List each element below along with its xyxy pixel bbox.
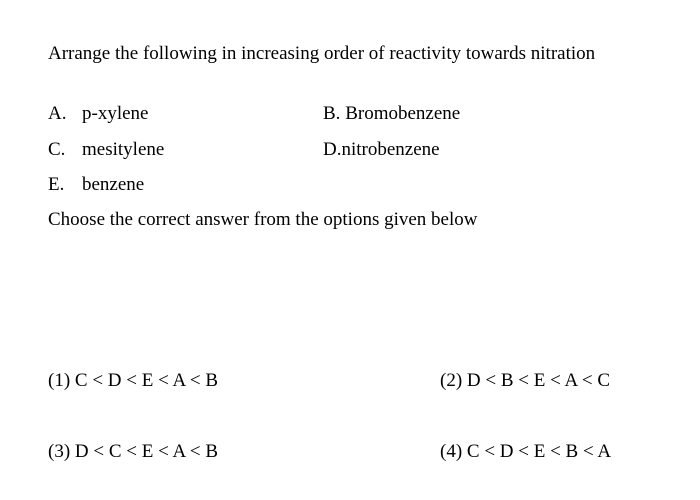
item-a-name: p-xylene: [82, 103, 149, 124]
item-b-name: Bromobenzene: [345, 103, 461, 124]
item-b-label: B.: [323, 103, 341, 124]
item-c-name: mesitylene: [82, 139, 165, 160]
item-d-label: D.: [323, 139, 342, 160]
item-b: [323, 102, 460, 126]
option-1: (1) C < D < E < A < B: [48, 370, 219, 391]
item-a-label: A.: [48, 103, 67, 124]
item-d: [323, 138, 440, 162]
item-a: [48, 102, 148, 126]
item-c-label: C.: [48, 139, 66, 160]
item-e: [48, 173, 144, 197]
question-text: Arrange the following in increasing order of reactivity towards nitration: [48, 43, 596, 64]
item-d-name: nitrobenzene: [341, 139, 440, 160]
option-3: (3) D < C < E < A < B: [48, 441, 219, 462]
instruction-text: Choose the correct answer from the options given below: [48, 209, 478, 230]
option-2: (2) D < B < E < A < C: [440, 370, 611, 391]
item-c: [48, 138, 164, 162]
item-e-name: benzene: [82, 174, 145, 195]
option-4: (4) C < D < E < B < A: [440, 441, 612, 462]
item-e-label: E.: [48, 174, 65, 195]
